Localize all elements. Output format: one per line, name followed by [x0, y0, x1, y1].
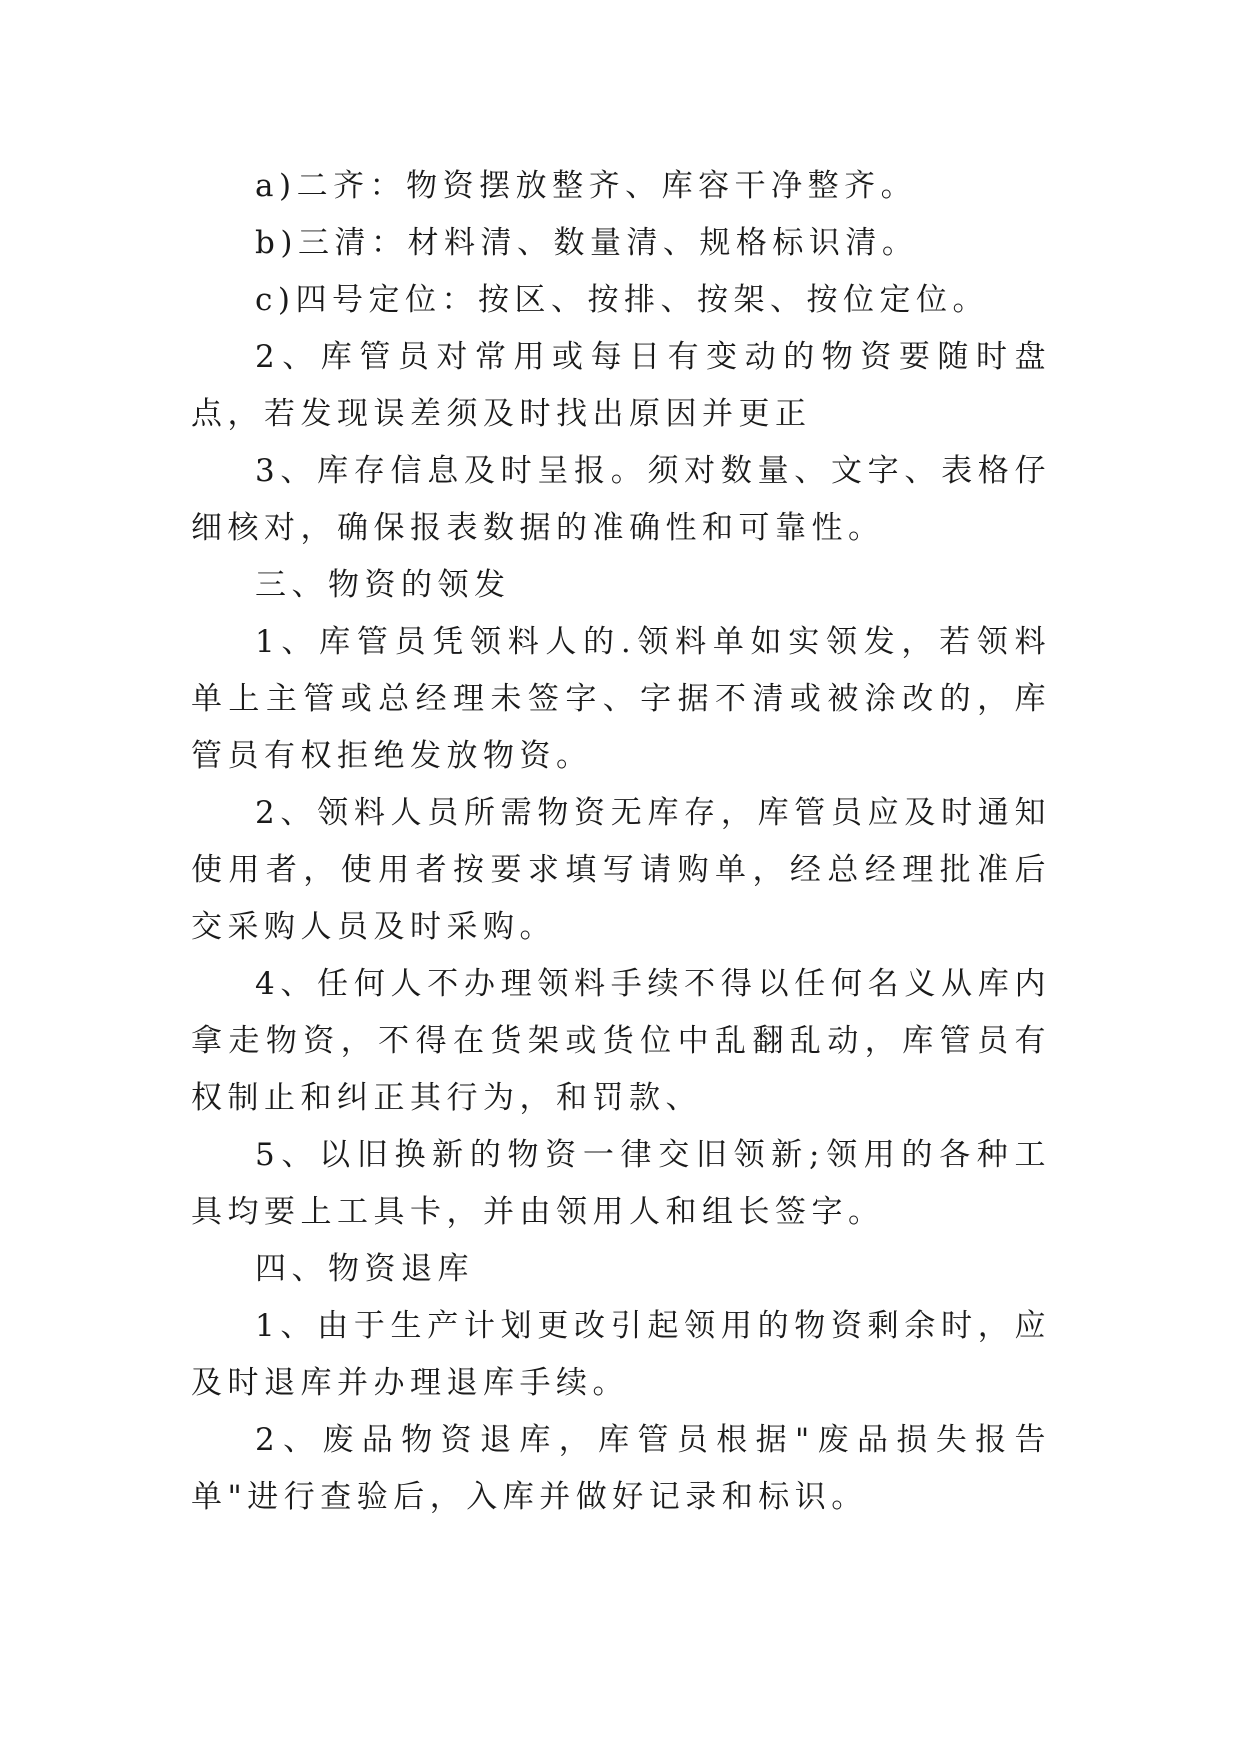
paragraph-issue-rule-4: 4、任何人不办理领料手续不得以任何名义从库内拿走物资，不得在货架或货位中乱翻乱动，库管员有权制止和纠正其行为，和罚款、 [191, 966, 1051, 1116]
paragraph-issue-rule-1: 1、库管员凭领料人的.领料单如实领发，若领料单上主管或总经理未签字、字据不清或被涂改的，库管员有权拒绝发放物资。 [191, 624, 1051, 774]
document-body [191, 158, 1051, 1526]
paragraph-two-neat: a)二齐：物资摆放整齐、库容干净整齐。 [255, 168, 918, 204]
section-heading-returns: 四、物资退库 [255, 1251, 474, 1287]
paragraph-four-positioning: c)四号定位：按区、按排、按架、按位定位。 [255, 282, 989, 318]
paragraph-stock-report: 3、库存信息及时呈报。须对数量、文字、表格仔细核对，确保报表数据的准确性和可靠性。 [191, 453, 1051, 546]
paragraph-issue-rule-5: 5、以旧换新的物资一律交旧领新;领用的各种工具均要上工具卡，并由领用人和组长签字。 [191, 1137, 1051, 1230]
paragraph-stock-check: 2、库管员对常用或每日有变动的物资要随时盘点，若发现误差须及时找出原因并更正 [191, 339, 1051, 432]
paragraph-three-clear: b)三清：材料清、数量清、规格标识清。 [255, 225, 919, 261]
paragraph-return-rule-1: 1、由于生产计划更改引起领用的物资剩余时，应及时退库并办理退库手续。 [191, 1308, 1051, 1401]
paragraph-return-rule-2: 2、废品物资退库，库管员根据"废品损失报告单"进行查验后，入库并做好记录和标识。 [191, 1422, 1051, 1515]
paragraph-issue-rule-2: 2、领料人员所需物资无库存，库管员应及时通知使用者，使用者按要求填写请购单，经总经理批准后交采购人员及时采购。 [191, 795, 1051, 945]
section-heading-issuing: 三、物资的领发 [255, 567, 511, 603]
